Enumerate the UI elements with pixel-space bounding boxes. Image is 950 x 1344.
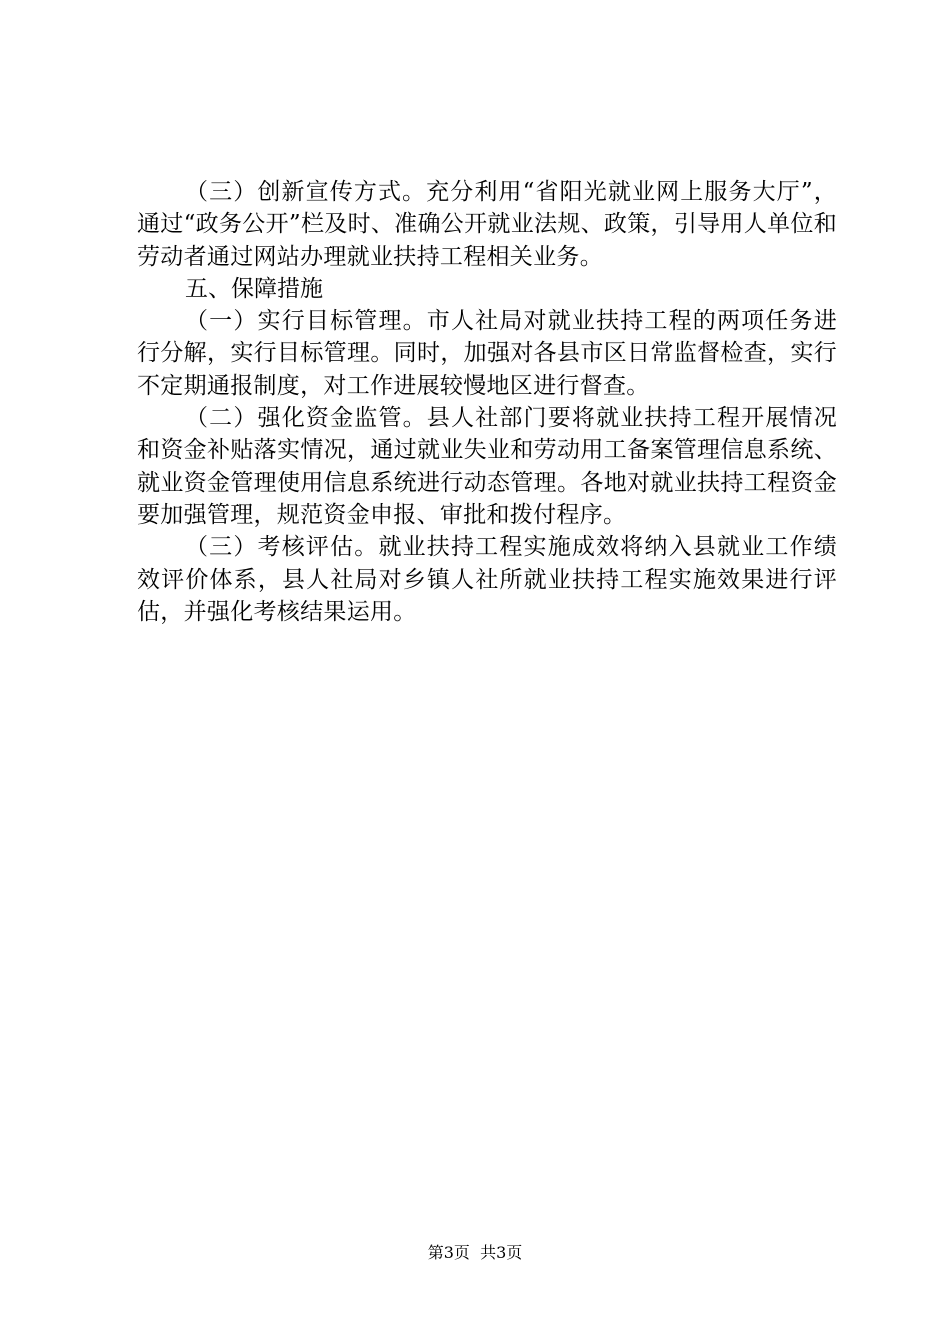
document-body: [137, 176, 837, 628]
paragraph-assessment: （三）考核评估。就业扶持工程实施成效将纳入县就业工作绩效评价体系，县人社局对乡镇人社所就业扶持工程实施效果进行评估，并强化考核结果运用。: [137, 534, 837, 625]
page-number-label: 第3页 共3页: [427, 1243, 523, 1262]
page-footer: [0, 1243, 950, 1263]
paragraph-fund-supervision: （二）强化资金监管。县人社部门要将就业扶持工程开展情况和资金补贴落实情况，通过就业失业和劳动用工备案管理信息系统、就业资金管理使用信息系统进行动态管理。各地对就业扶持工程资金要加强管理，规范资金申报、审批和拨付程序。: [137, 405, 837, 528]
paragraph-publicity-methods: （三）创新宣传方式。充分利用“省阳光就业网上服务大厅”，通过“政务公开”栏及时、准确公开就业法规、政策，引导用人单位和劳动者通过网站办理就业扶持工程相关业务。: [137, 179, 837, 270]
section-heading-safeguards: 五、保障措施: [185, 275, 323, 302]
paragraph-target-management: （一）实行目标管理。市人社局对就业扶持工程的两项任务进行分解，实行目标管理。同时，加强对各县市区日常监督检查，实行不定期通报制度，对工作进展较慢地区进行督查。: [137, 308, 837, 399]
